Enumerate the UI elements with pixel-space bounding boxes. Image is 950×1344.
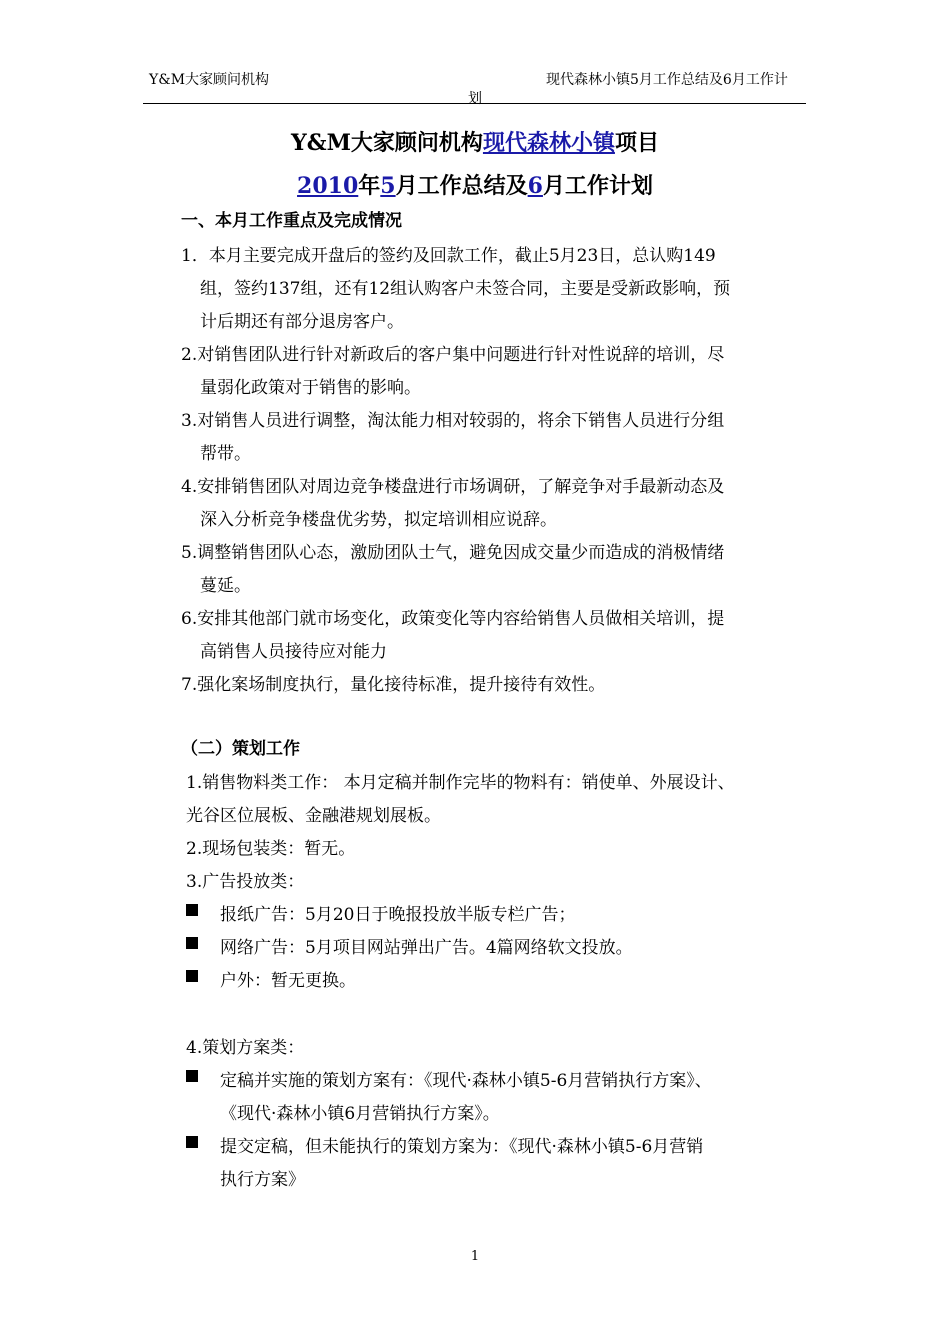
section2-heading: （二）策划工作 (181, 739, 300, 759)
title-mid: 月工作总结及 (395, 173, 528, 199)
ad-item-newspaper: 报纸广告：5月20日于晚报投放半版专栏广告； (220, 905, 576, 925)
s1-item3-line2: 帮带。 (200, 444, 251, 464)
square-bullet-icon (186, 937, 198, 949)
square-bullet-icon (186, 1136, 198, 1148)
page-number: 1 (470, 1249, 480, 1264)
header-right: 现代森林小镇5月工作总结及6月工作计 (546, 72, 788, 88)
s1-item2-line2: 量弱化政策对于销售的影响。 (200, 378, 421, 398)
square-bullet-icon (186, 1070, 198, 1082)
year-field[interactable]: 2010 (297, 173, 359, 199)
s1-item6-line2: 高销售人员接待应对能力 (200, 642, 387, 662)
doc-title-line1 (0, 126, 950, 157)
s2-item3: 3.广告投放类： (186, 872, 305, 892)
month-field[interactable]: 5 (380, 173, 396, 199)
s2-item2: 2.现场包装类：暂无。 (186, 839, 356, 859)
plan-item2-line1: 提交定稿，但未能执行的策划方案为：《现代·森林小镇5-6月营销 (220, 1137, 704, 1157)
square-bullet-icon (186, 904, 198, 916)
project-link[interactable]: 现代森林小镇 (482, 130, 615, 156)
s2-item1-line1: 1.销售物料类工作： 本月定稿并制作完毕的物料有：销使单、外展设计、 (186, 773, 735, 793)
s1-item1-line1: 1．本月主要完成开盘后的签约及回款工作，截止5月23日，总认购149 (181, 246, 716, 266)
s1-item4-line2: 深入分析竞争楼盘优劣势，拟定培训相应说辞。 (200, 510, 557, 530)
plan-item1-line1: 定稿并实施的策划方案有：《现代·森林小镇5-6月营销执行方案》、 (220, 1071, 712, 1091)
title-prefix: Y&M大家顾问机构 (291, 130, 483, 156)
s1-item2-line1: 2.对销售团队进行针对新政后的客户集中问题进行针对性说辞的培训，尽 (181, 345, 725, 365)
title-suffix: 项目 (614, 130, 659, 156)
s1-item1-line2: 组，签约137组，还有12组认购客户未签合同，主要是受新政影响，预 (200, 279, 731, 299)
title-tail: 月工作计划 (542, 173, 653, 199)
header-rule (143, 103, 806, 104)
ad-item-outdoor: 户外：暂无更换。 (220, 971, 356, 991)
s2-item1-line2: 光谷区位展板、金融港规划展板。 (186, 806, 441, 826)
s1-item1-line3: 计后期还有部分退房客户。 (200, 312, 404, 332)
plan-item2-line2: 执行方案》 (220, 1170, 305, 1190)
plan-item1-line2: 《现代·森林小镇6月营销执行方案》。 (220, 1104, 500, 1124)
ad-item-online: 网络广告：5月项目网站弹出广告。4篇网络软文投放。 (220, 938, 633, 958)
year-unit: 年 (358, 173, 381, 199)
section1-heading: 一、本月工作重点及完成情况 (181, 211, 402, 231)
doc-title-line2 (0, 169, 950, 200)
s1-item4-line1: 4.安排销售团队对周边竞争楼盘进行市场调研，了解竞争对手最新动态及 (181, 477, 725, 497)
header-right-continued: 划 (468, 91, 482, 107)
header-left: Y&M大家顾问机构 (149, 72, 270, 88)
s1-item5-line1: 5.调整销售团队心态，激励团队士气，避免因成交量少而造成的消极情绪 (181, 543, 725, 563)
s1-item5-line2: 蔓延。 (200, 576, 251, 596)
s1-item7-line1: 7.强化案场制度执行，量化接待标准，提升接待有效性。 (181, 675, 606, 695)
s2-item4: 4.策划方案类： (186, 1038, 305, 1058)
next-month-field[interactable]: 6 (527, 173, 543, 199)
square-bullet-icon (186, 970, 198, 982)
s1-item3-line1: 3.对销售人员进行调整，淘汰能力相对较弱的，将余下销售人员进行分组 (181, 411, 725, 431)
s1-item6-line1: 6.安排其他部门就市场变化，政策变化等内容给销售人员做相关培训，提 (181, 609, 725, 629)
